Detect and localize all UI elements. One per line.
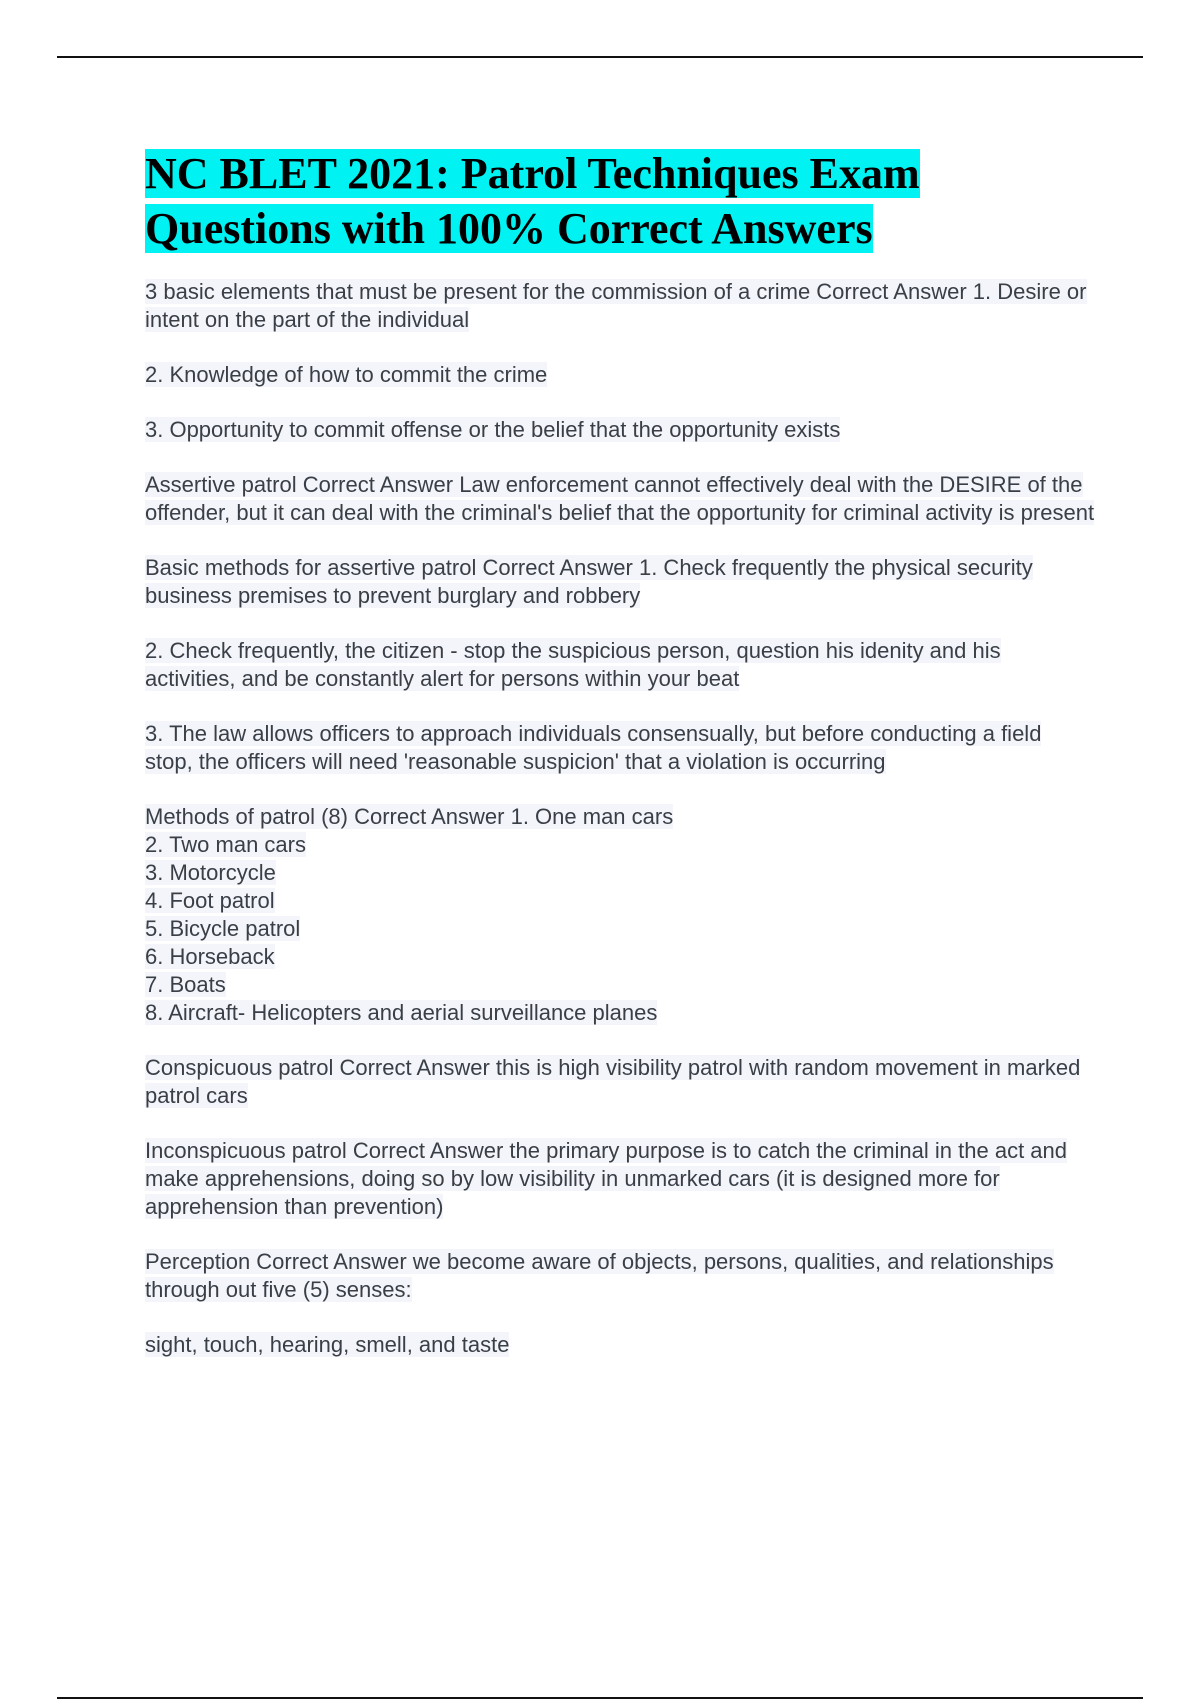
paragraph-check-citizen bbox=[145, 637, 1095, 693]
paragraph-methods-of-patrol bbox=[145, 803, 1095, 1027]
paragraph-assertive-patrol bbox=[145, 471, 1095, 527]
paragraph-text: 3 basic elements that must be present for the commission of a crime Correct Answer 1. Desire or intent on the part of the individual bbox=[145, 279, 1087, 332]
paragraph-text: 2. Check frequently, the citizen - stop the suspicious person, question his idenity and his activities, and be constantly alert for persons within your beat bbox=[145, 638, 1001, 691]
paragraph-text: Basic methods for assertive patrol Correct Answer 1. Check frequently the physical security business premises to prevent burglary and robbery bbox=[145, 555, 1033, 608]
paragraph-text: sight, touch, hearing, smell, and taste bbox=[145, 1332, 510, 1357]
paragraph-text: Assertive patrol Correct Answer Law enforcement cannot effectively deal with the DESIRE of the offender, but it can deal with the criminal's belief that the opportunity for criminal activity is present bbox=[145, 472, 1095, 525]
paragraph-text: Inconspicuous patrol Correct Answer the primary purpose is to catch the criminal in the act and make apprehensions, doing so by low visibility in unmarked cars (it is designed more for apprehension than prevention) bbox=[145, 1138, 1068, 1219]
document-body bbox=[145, 146, 1095, 1386]
paragraph-inconspicuous-patrol bbox=[145, 1137, 1095, 1221]
paragraph-crime-elements bbox=[145, 278, 1095, 334]
document-title bbox=[145, 146, 1095, 256]
paragraph-senses bbox=[145, 1331, 1095, 1359]
document-title-text: NC BLET 2021: Patrol Techniques Exam Questions with 100% Correct Answers bbox=[145, 149, 920, 253]
paragraph-reasonable-suspicion bbox=[145, 720, 1095, 776]
paragraph-text: Conspicuous patrol Correct Answer this is high visibility patrol with random movement in marked patrol cars bbox=[145, 1055, 1081, 1108]
paragraph-conspicuous-patrol bbox=[145, 1054, 1095, 1110]
paragraph-basic-methods bbox=[145, 554, 1095, 610]
paragraph-text: 3. Opportunity to commit offense or the belief that the opportunity exists bbox=[145, 417, 841, 442]
footer-rule bbox=[57, 1697, 1143, 1699]
paragraph-opportunity bbox=[145, 416, 1095, 444]
paragraph-text: 2. Knowledge of how to commit the crime bbox=[145, 362, 548, 387]
paragraph-text: Methods of patrol (8) Correct Answer 1. One man cars 2. Two man cars 3. Motorcycle 4. Foot patrol 5. Bicycle patrol 6. Horseback 7. Boats 8. Aircraft- Helicopters and aerial surveillance planes bbox=[145, 804, 674, 1025]
paragraph-text: Perception Correct Answer we become aware of objects, persons, qualities, and relationships through out five (5) senses: bbox=[145, 1249, 1054, 1302]
paragraph-knowledge bbox=[145, 361, 1095, 389]
paragraph-text: 3. The law allows officers to approach individuals consensually, but before conducting a field stop, the officers will need 'reasonable suspicion' that a violation is occurring bbox=[145, 721, 1042, 774]
header-rule bbox=[57, 56, 1143, 58]
paragraph-perception bbox=[145, 1248, 1095, 1304]
